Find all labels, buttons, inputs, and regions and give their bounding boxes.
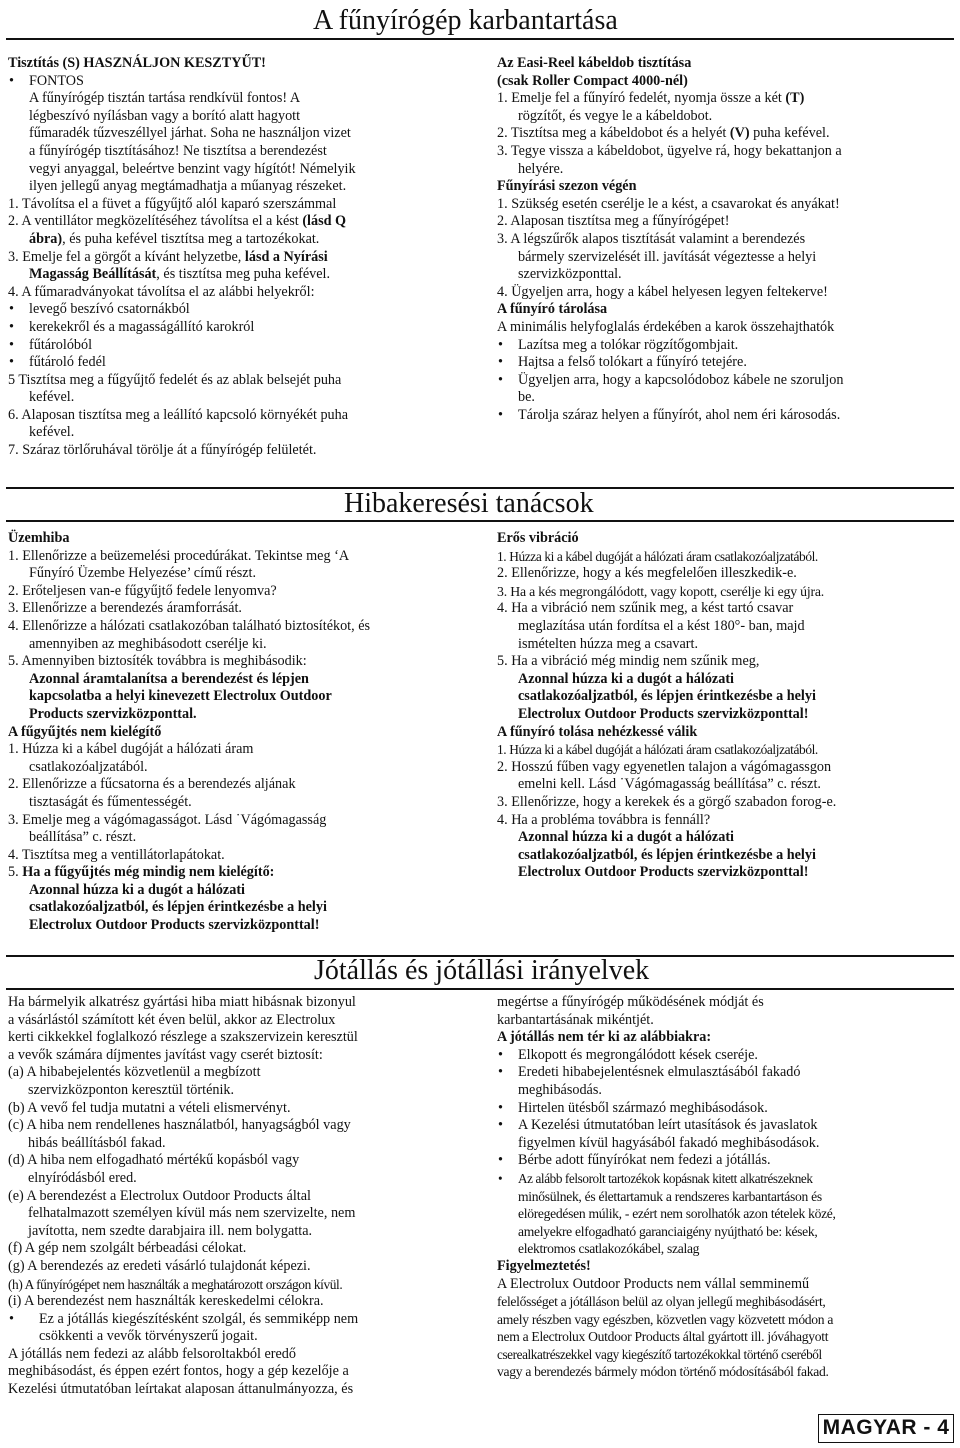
pushing-warning: Electrolux Outdoor Products szervizközponttal! (518, 864, 809, 881)
pushing-warning: Azonnal húzza ki a dugót a hálózati (518, 829, 734, 846)
warning-line: amely részben vagy egészben, közvetlen vagy közvetett módon a (497, 1311, 834, 1327)
warning-line: A Electrolux Outdoor Products nem vállal semminemű (497, 1275, 810, 1292)
cleaning-step-6-cont: kefével. (29, 424, 75, 441)
list-item: • Lazítsa meg a tolókar rögzítőgombjait. (497, 337, 957, 355)
fontos-line: fűmaradék tűzveszéllyel járhat. Soha ne használjon vizet (29, 125, 351, 142)
fontos-label: • FONTOS (8, 73, 470, 91)
warranty-left-column (8, 994, 470, 1399)
malfunction-warning: kapcsolatba a helyi kinevezett Electrolux Outdoor (29, 688, 332, 705)
step-emphasis: (lásd Q (302, 213, 347, 230)
collection-warning: csatlakozóaljzatból, és lépjen érintkezésbe a helyi (29, 899, 327, 916)
pushing-warning: csatlakozóaljzatból, és lépjen érintkezésbe a helyi (518, 846, 816, 863)
vibration-step-3: 3. Ha a kés megrongálódott, vagy kopott, cserélje ki egy újra. (497, 583, 825, 599)
season-step-4: 4. Ügyeljen arra, hogy a kábel helyesen legyen feltekerve! (497, 283, 828, 300)
malfunction-heading: Üzemhiba (8, 530, 70, 546)
cleaning-step-3-cont (8, 266, 470, 284)
vibration-heading: Erős vibráció (497, 530, 579, 546)
exclusions-heading: A jótállás nem tér ki az alábbiakra: (497, 1029, 712, 1046)
list-item: • kerekekről és a magasságállító karokról (8, 319, 470, 337)
cleaning-step-5-cont: kefével. (29, 389, 75, 406)
malfunction-step-1-cont: Fűnyíró Üzembe Helyezése’ című részt. (29, 565, 257, 582)
list-item-cont: elöregedésen múlik, - ezért nem sorolhatók azon tételek közé, (518, 1206, 836, 1222)
warranty-right-column (497, 994, 957, 1381)
malfunction-step-5: 5. Amennyiben biztosíték továbbra is meghibásodik: (8, 653, 307, 670)
cleaning-step-3 (8, 249, 470, 267)
malfunction-warning: Products szervizközponttal. (29, 705, 197, 722)
warning-line: felelősséget a jótálláson belül az olyan jellegű meghibásodásért, (497, 1294, 826, 1310)
list-item-cont: minősülnek, és élettartamuk a rendszeres karbantartáson és (518, 1188, 822, 1204)
list-item: • Hajtsa a felső tolókart a fűnyíró tetejére. (497, 354, 957, 372)
pushing-step-4: 4. Ha a probléma továbbra is fennáll? (497, 811, 711, 828)
collection-step-5 (8, 864, 470, 882)
collection-warning: Azonnal húzza ki a dugót a hálózati (29, 881, 245, 898)
cleaning-heading: Tisztítás (S) HASZNÁLJON KESZTYŰT! (8, 55, 266, 71)
reel-step-2 (497, 125, 957, 143)
cleaning-step-5: 5 Tisztítsa meg a fűgyűjtő fedelét és az ablak belsejét puha (8, 371, 342, 388)
warranty-intro-line: kerti cikkekkel foglalkozó részlege a szakszervizein keresztül (8, 1029, 358, 1046)
season-step-1: 1. Szükség esetén cserélje le a kést, a csavarokat és anyákat! (497, 195, 840, 212)
malfunction-step-2: 2. Erőteljesen van-e fűgyűjtő fedele lenyomva? (8, 582, 277, 599)
step-emphasis: Ha a fűgyűjtés még mindig nem kielégítő: (22, 864, 275, 881)
list-item: • fűtároló fedél (8, 354, 470, 372)
cable-reel-subheading: (csak Roller Compact 4000-nél) (497, 72, 688, 89)
vibration-step-4-cont: ismételten húzza meg a csavart. (518, 635, 699, 652)
pushing-step-2: 2. Hosszú fűben vagy egyenetlen talajon a vágómagassgon (497, 758, 832, 775)
page-language-badge: MAGYAR - 4 (818, 1414, 954, 1443)
list-item: • Eredeti hibabejelentésnek elmulasztásából fakadó (497, 1064, 957, 1082)
step-text: 3. Emelje fel a görgőt a kívánt helyzetbe, (8, 248, 245, 265)
vibration-step-4-cont: meglazítása után fordítsa el a kést 180°- ban, majd (518, 617, 805, 634)
condition-h: (h) A fűnyírógépet nem használták a meghatározott országon kívül. (8, 1276, 343, 1292)
malfunction-warning: Azonnal áramtalanítsa a berendezést és lépjen (29, 670, 309, 687)
list-item: • A Kezelési útmutatóban leírt utasítások és javaslatok (497, 1117, 957, 1135)
malfunction-step-4-cont: amennyiben az meghibásodott cserélje ki. (29, 635, 267, 652)
section-rule-warranty (6, 988, 954, 990)
warranty-intro-line: Ha bármelyik alkatrész gyártási hiba miatt hibásnak bizonyul (8, 994, 356, 1010)
reel-step-1 (497, 90, 957, 108)
warranty-cont-line: karbantartásának mikéntjét. (497, 1011, 654, 1028)
collection-step-3: 3. Emelje meg a vágómagasságot. Lásd ˙Vágómagasság (8, 811, 327, 828)
condition-d-cont: elnyíródásból ered. (28, 1169, 137, 1186)
list-item-cont: be. (518, 389, 535, 406)
section-title-troubleshooting: Hibakeresési tanácsok (344, 488, 594, 519)
storage-intro: A minimális helyfoglalás érdekében a karok összehajthatók (497, 318, 835, 335)
list-item: • Bérbe adott fűnyírókat nem fedezi a jótállás. (497, 1152, 957, 1170)
reel-step-1-cont: rögzítőt, és vegye le a kábeldobot. (518, 107, 713, 124)
condition-f: (f) A gép nem szolgált bérbeadási célokat. (8, 1240, 247, 1257)
cleaning-step-6: 6. Alaposan tisztítsa meg a leállító kapcsoló környékét puha (8, 406, 349, 423)
fontos-line: A fűnyírógép tisztán tartása rendkívül fontos! A (29, 90, 301, 107)
season-step-3: 3. A légszűrők alapos tisztítását valamint a berendezés (497, 230, 806, 247)
collection-step-3-cont: beállítása” c. részt. (29, 829, 137, 846)
section-title-warranty: Jótállás és jótállási irányelvek (314, 955, 650, 986)
warranty-outro-line: A jótállás nem fedezi az alább felsoroltakból eredő (8, 1345, 296, 1362)
step-emphasis: (V) (729, 125, 750, 142)
collection-warning: Electrolux Outdoor Products szervizközponttal! (29, 917, 320, 934)
collection-heading: A fűgyűjtés nem kielégítő (8, 723, 162, 740)
condition-d: (d) A hiba nem elfogadható mértékű kopásból vagy (8, 1152, 300, 1169)
condition-b: (b) A vevő fel tudja mutatni a vételi elismervényt. (8, 1099, 291, 1116)
cleaning-step-7: 7. Száraz törlőruhával törölje át a fűnyírógép felületét. (8, 442, 317, 459)
cleaning-step-2-cont (8, 231, 470, 249)
condition-e: (e) A berendezést a Electrolux Outdoor Products által (8, 1187, 311, 1204)
collection-step-4: 4. Tisztítsa meg a ventillátorlapátokat. (8, 846, 225, 863)
malfunction-step-3: 3. Ellenőrizze a berendezés áramforrását. (8, 600, 242, 617)
storage-heading: A fűnyíró tárolása (497, 301, 608, 318)
step-text: 5. (8, 864, 23, 881)
warning-line: cserealkatrészekkel vagy kiegészítő tartozékokkal történő cseréből (497, 1346, 822, 1362)
warning-line: vagy a berendezés bármely módon történő módosításából fakad. (497, 1364, 829, 1380)
list-item: • Tárolja száraz helyen a fűnyírót, ahol nem éri károsodás. (497, 407, 957, 425)
warranty-cont-line: megértse a fűnyírógép működésének módját és (497, 994, 764, 1010)
collection-step-2-cont: tisztaságát és fűmentességét. (29, 793, 192, 810)
list-item: • Az alább felsorolt tartozékok kopásnak kitett alkatrészeknek (497, 1170, 957, 1188)
condition-a: (a) A hibabejelentés közvetlenül a megbízott (8, 1064, 261, 1081)
cleaning-step-2 (8, 213, 470, 231)
collection-step-2: 2. Ellenőrizze a fűcsatorna és a berendezés aljának (8, 776, 296, 793)
list-item: • fűtárolóból (8, 337, 470, 355)
condition-a-cont: szervizközponton keresztül történik. (28, 1081, 235, 1098)
vibration-step-5: 5. Ha a vibráció még mindig nem szűnik meg, (497, 653, 760, 670)
pushing-step-3: 3. Ellenőrizze, hogy a kerekek és a görgő szabadon forog-e. (497, 793, 837, 810)
troubleshooting-left-column (8, 530, 470, 935)
vibration-step-1: 1. Húzza ki a kábel dugóját a hálózati áram csatlakozóaljzatából. (497, 548, 818, 564)
step-text: 2. A ventillátor megközelítéséhez távolítsa el a kést (8, 213, 303, 230)
fontos-line: vegyi anyaggal, beleértve benzint vagy hígítót! Némelyik (29, 160, 356, 177)
warning-heading: Figyelmeztetés! (497, 1257, 591, 1274)
pushing-step-1: 1. Húzza ki a kábel dugóját a hálózati áram csatlakozóaljzatából. (497, 742, 818, 758)
condition-e-cont: felhatalmazott személyen kívül más nem szervizelte, nem (28, 1205, 356, 1222)
warranty-bullet-cont: csökkenti a vevők törvényszerű jogait. (39, 1328, 258, 1345)
step-text: , és tisztítsa meg puha kefével. (156, 266, 331, 283)
collection-step-1-cont: csatlakozóaljzatából. (29, 758, 148, 775)
pushing-heading: A fűnyíró tolása nehézkessé válik (497, 723, 698, 740)
warranty-intro-line: a vásárlástól számított két éven belül, akkor az Electrolux (8, 1011, 336, 1028)
section-rule-troubleshooting (6, 520, 954, 522)
reel-step-3: 3. Tegye vissza a kábeldobot, ügyelve rá, hogy bekattanjon a (497, 142, 842, 159)
condition-g: (g) A berendezés az eredeti vásárló tulajdonát képezi. (8, 1257, 311, 1274)
cable-reel-heading: Az Easi-Reel kábeldob tisztítása (497, 55, 692, 71)
warranty-outro-line: meghibásodást, és éppen ezért fontos, hogy a gép kezelője a (8, 1363, 349, 1380)
condition-c-cont: hibás beállításból fakad. (28, 1134, 166, 1151)
cleaning-step-1: 1. Távolítsa el a füvet a fűgyűjtő alól kaparó szerszámmal (8, 195, 337, 212)
list-item: • Hirtelen ütésből származó meghibásodások. (497, 1100, 957, 1118)
list-item-cont: meghibásodás. (518, 1081, 602, 1098)
fontos-line: légbeszívó nyílásban vagy a borító alatt hagyott (29, 107, 301, 124)
maintenance-left-column (8, 55, 470, 460)
season-step-3-cont: bármely szervizelését ill. javítását végeztesse a helyi (518, 248, 817, 265)
warranty-bullet: • Ez a jótállás kiegészítésként szolgál, és semmiképp nem (8, 1311, 470, 1329)
step-text: puha kefével. (749, 125, 830, 142)
step-text: 2. Tisztítsa meg a kábeldobot és a helyét (497, 125, 730, 142)
condition-i: (i) A berendezést nem használták kereskedelmi célokra. (8, 1293, 324, 1310)
fontos-line: a fűnyírógép tisztításához! Ne tisztítsa a berendezést (29, 142, 327, 159)
step-emphasis: lásd a Nyírási (244, 248, 328, 265)
condition-c: (c) A hiba nem rendellenes használatból, hanyagságból vagy (8, 1117, 351, 1134)
section-rule-maintenance (6, 38, 954, 40)
troubleshooting-right-column (497, 530, 957, 882)
warning-line: nem a Electrolux Outdoor Products által gyártott ill. jóváhagyott (497, 1329, 829, 1345)
step-emphasis: Magasság Beállítását (29, 266, 157, 283)
cleaning-step-4: 4. A fűmaradványokat távolítsa el az alábbi helyekről: (8, 283, 315, 300)
step-text: 1. Emelje fel a fűnyíró fedelét, nyomja össze a két (497, 90, 786, 107)
season-step-3-cont: szervizközponttal. (518, 266, 622, 283)
collection-step-1: 1. Húzza ki a kábel dugóját a hálózati áram (8, 741, 254, 758)
section-title-maintenance: A fűnyírógép karbantartása (313, 5, 618, 36)
vibration-warning: csatlakozóaljzatból, és lépjen érintkezésbe a helyi (518, 688, 816, 705)
condition-e-cont: javította, nem szedte darabjaira ill. nem bolygatta. (28, 1222, 313, 1239)
warranty-intro-line: a vevők számára díjmentes javítást vagy cserét biztosít: (8, 1046, 323, 1063)
pushing-step-2-cont: emelni kell. Lásd ˙Vágómagasság beállítása” c. részt. (518, 776, 821, 793)
vibration-step-2: 2. Ellenőrizze, hogy a kés megfelelően illeszkedik-e. (497, 565, 797, 582)
list-item: • levegő beszívó csatornákból (8, 301, 470, 319)
step-text: , és puha kefével tisztítsa meg a tartozékokat. (62, 230, 320, 247)
vibration-warning: Azonnal húzza ki a dugót a hálózati (518, 670, 734, 687)
step-emphasis: (T) (785, 90, 805, 107)
step-emphasis: ábra) (29, 230, 63, 247)
list-item-cont: figyelmen kívül hagyásából fakadó meghibásodások. (518, 1134, 820, 1151)
warranty-outro-line: Kezelési útmutatóban leírtakat alaposan áttanulmányozza, és (8, 1381, 354, 1398)
list-item-cont: elektromos csatlakozókábel, szalag (518, 1241, 700, 1257)
malfunction-step-1: 1. Ellenőrizze a beüzemelési procedúrákat. Tekintse meg ‘A (8, 547, 350, 564)
list-item: • Ügyeljen arra, hogy a kapcsolódoboz kábele ne szoruljon (497, 372, 957, 390)
malfunction-step-4: 4. Ellenőrizze a hálózati csatlakozóban található biztosítékot, és (8, 617, 371, 634)
fontos-line: ilyen jellegű anyag megtámadhatja a műanyag részeket. (29, 178, 347, 195)
list-item-cont: amelyekre elfogadható garanciaigény nyújtható be: kések, (518, 1223, 818, 1239)
list-item: • Elkopott és megrongálódott kések cseréje. (497, 1047, 957, 1065)
vibration-warning: Electrolux Outdoor Products szervizközponttal! (518, 705, 809, 722)
vibration-step-4: 4. Ha a vibráció nem szűnik meg, a kést tartó csavar (497, 600, 794, 617)
maintenance-right-column (497, 55, 957, 424)
season-end-heading: Fűnyírási szezon végén (497, 178, 637, 195)
season-step-2: 2. Alaposan tisztítsa meg a fűnyírógépet! (497, 213, 730, 230)
reel-step-3-cont: helyére. (518, 160, 564, 177)
